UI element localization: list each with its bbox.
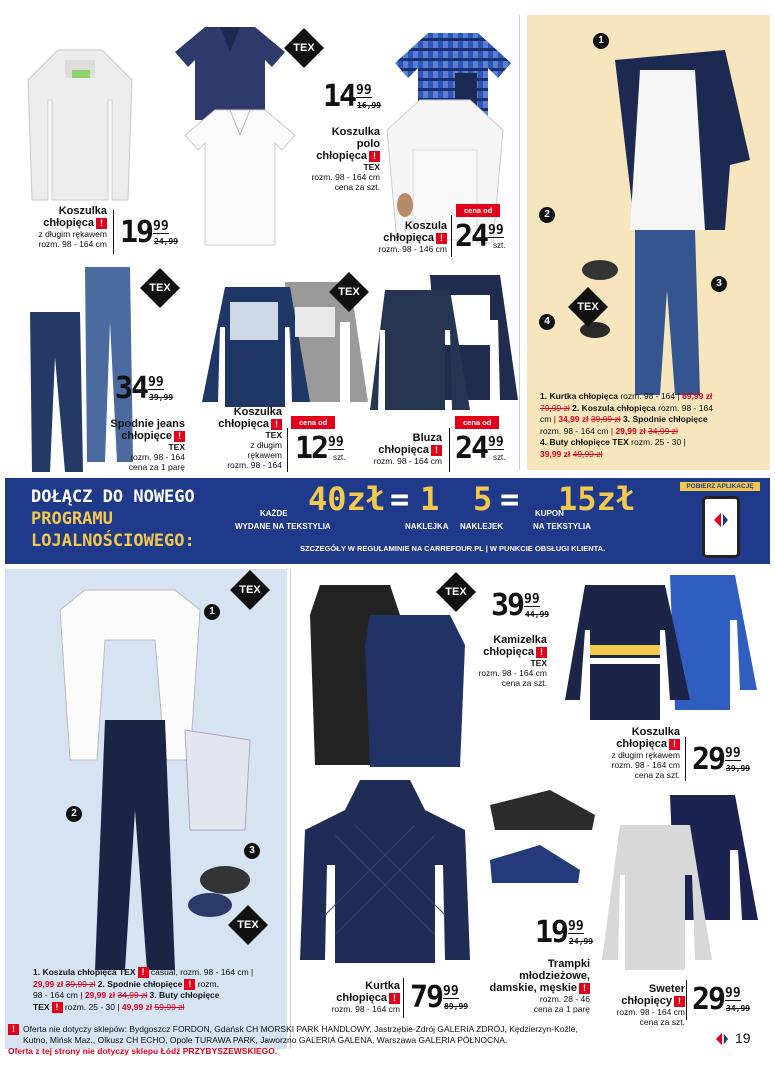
product-name: Koszulka	[233, 406, 282, 418]
product-brand: TEX	[530, 658, 547, 668]
warning-icon: !	[674, 996, 685, 1007]
cena-od-badge: cena od	[291, 416, 335, 429]
price-divider	[451, 215, 452, 257]
warning-icon: !	[184, 979, 195, 990]
product-koszula	[355, 220, 447, 254]
warning-icon: !	[138, 967, 149, 978]
product-koszulka-rugby	[585, 726, 680, 780]
warning-icon: !	[436, 233, 447, 244]
product-name: chłopięca !	[190, 418, 282, 430]
warning-icon: !	[579, 983, 590, 994]
product-size: rozm. 98 - 164 cm	[38, 239, 107, 249]
tex-badge: TEX	[228, 905, 268, 945]
set-description-top: 1. Kurtka chłopięca rozm. 98 - 164 | 69,99 zł 79,99 zł 2. Koszula chłopięca rozm. 98 - 164 cm | 34,99 zł 39,99 zł 3. Spodnie chłopięce rozm. 98 - 164 cm | 29,99 zł 34,99 zł 4. Buty chłopięce TEX rozm. 25 - 30 | 39,99 zł 49,99 zł	[540, 391, 713, 459]
product-name: Koszulka	[331, 126, 380, 138]
product-size: rozm. 98 - 146 cm	[378, 244, 447, 254]
banner-details: SZCZEGÓŁY W REGULAMINIE NA CARREFOUR.PL | W PUNKCIE OBSŁUGI KLIENTA.	[300, 544, 606, 553]
product-sweter	[590, 983, 685, 1027]
price-divider	[403, 978, 404, 1018]
product-size: rozm. 98 - 164 cm	[611, 760, 680, 770]
product-unit: cena za 1 parę	[533, 1004, 590, 1014]
page-number: 19	[735, 1030, 751, 1046]
price-bluza: 24 99 szt.	[455, 431, 506, 466]
product-kamizelka	[440, 634, 547, 688]
product-name: młodzieżowe,	[519, 970, 590, 982]
price-koszulka-dlugi-rekaw: 19 99 24,99	[120, 215, 179, 250]
price-kamizelka: 39 99 44,99	[491, 588, 550, 623]
product-brand: TEX	[168, 442, 185, 452]
product-size: rozm. 98 - 164 cm	[373, 456, 442, 466]
warning-icon: !	[8, 1024, 19, 1035]
cena-od-badge: cena od	[456, 204, 500, 217]
cena-od-badge: cena od	[455, 416, 499, 429]
set-number-marker: 2	[539, 207, 555, 223]
set-number-marker: 2	[66, 806, 82, 822]
banner-headline: DOŁĄCZ DO NOWEGO PROGRAMU LOJALNOŚCIOWEGO:	[31, 487, 195, 551]
product-brand: TEX	[265, 430, 282, 440]
tex-badge: TEX	[140, 268, 180, 308]
set-number-marker: 1	[593, 33, 609, 49]
product-size: rozm. 98 - 164 cm	[331, 1004, 400, 1014]
footer-offer-2: Kutno, Mińsk Maz., Olkusz CH ECHO, Opole TURAWA PARK, Jaworzno GALERIA GALENA, Warszawa GALERIA PÓŁNOCNA.	[23, 1035, 508, 1046]
product-name: chłopięca !	[585, 738, 680, 750]
banner-kupon: KUPON	[535, 509, 564, 518]
warning-icon: !	[174, 431, 185, 442]
product-trampki	[480, 958, 590, 1014]
price-koszulka-rugby: 29 99 39,99	[692, 742, 751, 777]
sweater-photo	[600, 790, 760, 975]
price-polo: 14 99 16,99	[323, 79, 382, 114]
set-number-marker: 4	[539, 314, 555, 330]
product-name: chłopięca !	[440, 646, 547, 658]
product-name: Kurtka	[365, 980, 400, 992]
set-description-bottom: 1. Koszula chłopięca TEX ! casual, rozm. 98 - 164 cm | 29,99 zł 39,99 zł 2. Spodnie chłopięce ! rozm. 98 - 164 cm | 29,99 zł 34,99 zł 3. Buty chłopięce TEX ! rozm. 25 - 30 | 49,99 zł 59,99 zł	[33, 967, 254, 1012]
product-desc: z długim rękawem	[611, 750, 680, 760]
rugby-shirt-photo	[565, 570, 760, 730]
warning-icon: !	[431, 445, 442, 456]
product-unit: cena za szt.	[639, 1017, 685, 1027]
product-size: rozm. 98 - 164 cm	[616, 1007, 685, 1017]
product-size: rozm. 98 - 164	[227, 460, 282, 470]
warning-icon: !	[271, 419, 282, 430]
tex-badge: TEX	[284, 28, 324, 68]
carrefour-logo-icon	[715, 1032, 729, 1046]
product-name: polo	[356, 138, 380, 150]
product-unit: cena za szt.	[501, 678, 547, 688]
divider-vertical-top	[519, 15, 520, 470]
divider-vertical-bottom	[290, 569, 291, 1049]
product-name: Koszulka	[631, 726, 680, 738]
product-name: Koszulka	[58, 205, 107, 217]
price-jeans: 34 99 39,99	[115, 371, 174, 406]
product-kurtka	[300, 980, 400, 1014]
warning-icon: !	[96, 218, 107, 229]
set-number-marker: 3	[244, 843, 260, 859]
banner-natekstylia: NA TEKSTYLIA	[533, 522, 591, 531]
product-size: rozm. 98 - 164 cm	[478, 668, 547, 678]
product-name: chłopięca !	[350, 444, 442, 456]
longsleeve-tshirt-photo	[20, 40, 140, 205]
sneakers-photo	[480, 775, 600, 895]
jacket-set-photo	[575, 30, 760, 400]
product-name: chłopięca !	[288, 150, 380, 162]
price-kurtka: 79 99 89,99	[410, 980, 469, 1015]
carrefour-logo-icon	[713, 512, 729, 528]
tex-badge: TEX	[568, 287, 608, 327]
product-unit: cena za szt.	[334, 182, 380, 192]
banner-app	[680, 482, 760, 560]
app-label: POBIERZ APLIKACJĘ	[680, 482, 760, 491]
price-divider	[449, 428, 450, 472]
product-name: chłopięca !	[15, 217, 107, 229]
product-name: chłopięcy !	[590, 995, 685, 1007]
banner-amount: 40zł	[308, 480, 386, 518]
product-name: Koszula	[404, 220, 447, 232]
price-koszula: 24 99 szt.	[455, 219, 506, 254]
product-unit: cena za szt.	[634, 770, 680, 780]
product-size: rozm. 28 - 46	[539, 994, 590, 1004]
price-divider	[686, 980, 687, 1020]
warning-icon: !	[52, 1002, 63, 1013]
banner-naklejka: NAKLEJKA	[405, 522, 449, 531]
polo-white-photo	[180, 105, 300, 250]
price-divider	[685, 737, 686, 781]
product-name: Spodnie jeans	[110, 418, 185, 430]
footer-note: Oferta z tej strony nie dotyczy sklepu Łódź PRZYBYSZEWSKIEGO.	[8, 1046, 278, 1057]
product-bluza	[350, 432, 442, 466]
product-name: chłopięce !	[75, 430, 185, 442]
product-name: Sweter	[648, 983, 685, 995]
price-sweter: 29 99 34,99	[692, 982, 751, 1017]
banner-one: 1	[420, 480, 440, 518]
tex-badge: TEX	[230, 570, 270, 610]
product-name: Kamizelka	[493, 634, 547, 646]
price-divider	[113, 210, 114, 254]
product-desc: z długim rękawem	[38, 229, 107, 239]
product-size: rozm. 98 - 164	[130, 452, 185, 462]
product-unit: cena za 1 parę	[128, 462, 185, 472]
product-name: damskie, męskie !	[480, 982, 590, 994]
product-size: rozm. 98 - 164 cm	[311, 172, 380, 182]
banner-kazde: KAŻDE	[260, 509, 288, 518]
product-name: chłopięca !	[300, 992, 400, 1004]
product-desc: z długim	[250, 440, 282, 450]
tex-badge: TEX	[329, 272, 369, 312]
product-polo	[288, 126, 380, 192]
banner-equals: =	[390, 480, 410, 518]
price-koszulka-tex: 12 99 szt.	[295, 431, 346, 466]
product-koszulka-tex	[190, 406, 282, 470]
warning-icon: !	[389, 993, 400, 1004]
set-number-marker: 3	[711, 276, 727, 292]
product-jeans	[75, 418, 185, 472]
product-brand: TEX	[363, 162, 380, 172]
set-number-marker: 1	[204, 604, 220, 620]
warning-icon: !	[536, 647, 547, 658]
sweatshirt-photo	[370, 270, 520, 415]
banner-voucher: 15zł	[558, 480, 636, 518]
banner-naklejek: NAKLEJEK	[460, 522, 504, 531]
price-divider	[287, 428, 288, 472]
quilted-jacket-photo	[295, 775, 475, 965]
footer-offer: Oferta nie dotyczy sklepów: Bydgoszcz FORDON, Gdańsk CH MORSKI PARK HANDLOWY, Jastrzębie-Zdrój GALERIA ZDRÓJ, Kędzierzyn-Koźle,	[23, 1024, 578, 1034]
warning-icon: !	[669, 739, 680, 750]
product-name: chłopięca !	[355, 232, 447, 244]
price-trampki: 19 99 24,99	[535, 915, 594, 950]
footer	[8, 1024, 708, 1057]
banner-five: 5	[473, 480, 493, 518]
loyalty-banner	[5, 478, 770, 564]
product-name: Bluza	[412, 432, 442, 444]
banner-wydane: WYDANE NA TEKSTYLIA	[235, 522, 331, 531]
product-desc: rękawem	[247, 450, 282, 460]
tex-badge: TEX	[436, 572, 476, 612]
banner-equals-2: =	[500, 480, 520, 518]
product-name: Trampki	[547, 958, 590, 970]
product-koszulka-dlugi-rekaw	[15, 205, 107, 249]
warning-icon: !	[369, 151, 380, 162]
